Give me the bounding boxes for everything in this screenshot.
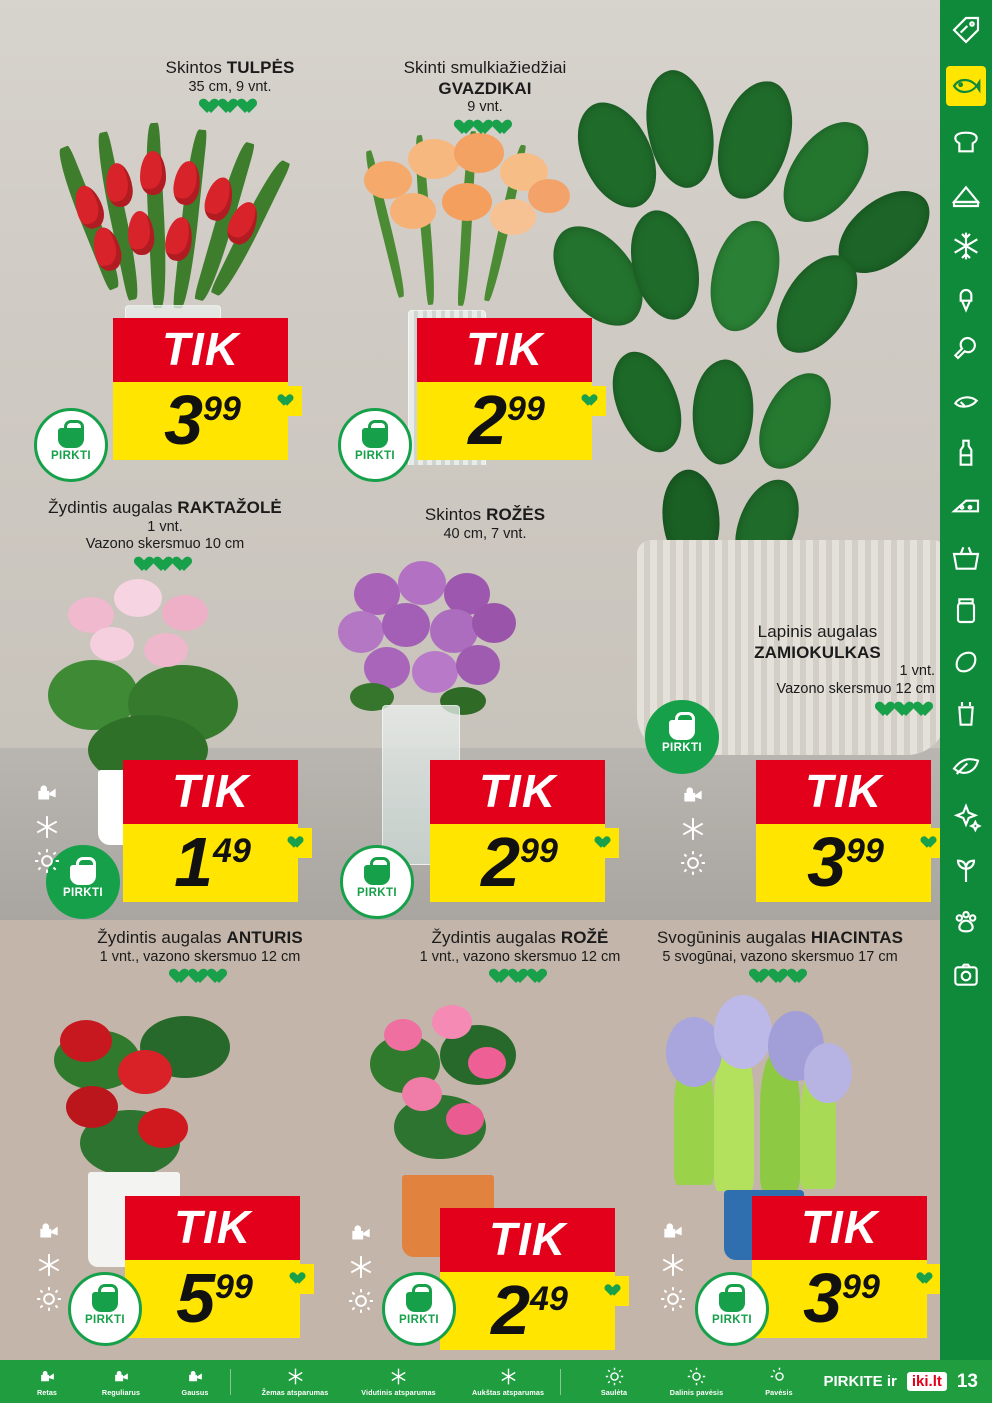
jar-icon[interactable]: [950, 594, 982, 626]
heart-icon: [584, 395, 598, 408]
watering-can-icon: [18, 1366, 76, 1386]
cake-icon[interactable]: [950, 178, 982, 210]
buy-label: PIRKTI: [50, 450, 92, 462]
sun-icon: [659, 1366, 734, 1386]
discount-tag-icon[interactable]: [950, 14, 982, 46]
heart-icon: [597, 837, 611, 850]
sun-icon: [680, 850, 706, 876]
legend-item: [92, 1366, 150, 1397]
price-block-tulpes: [113, 318, 288, 460]
subtitle: 5 svogūnai, vazono skersmuo 17 cm: [662, 948, 898, 965]
price-heart-tag: [282, 828, 312, 858]
tik-banner: TIK: [756, 760, 931, 824]
legend-label: Vidutinis atsparumas: [361, 1388, 436, 1397]
care-icons-roze: [348, 1220, 374, 1314]
buy-button-tulpes[interactable]: [34, 408, 108, 482]
product-title-raktazole: [20, 498, 310, 577]
divider: [230, 1369, 231, 1395]
tik-banner: TIK: [125, 1196, 300, 1260]
title-main: ANTURIS: [226, 928, 303, 947]
heart-icon: [496, 120, 513, 136]
title-prefix: Lapinis augalas: [757, 622, 878, 641]
price-decimal: 99: [203, 390, 241, 428]
buy-label: PIRKTI: [354, 450, 396, 462]
price-amount: [752, 1260, 927, 1338]
price-block-gvazdikai: [417, 318, 592, 460]
basket-icon: [719, 1292, 745, 1312]
snowflake-icon: [351, 1366, 446, 1386]
buy-label: PIRKTI: [711, 1314, 753, 1326]
price-heart-tag: [599, 1276, 629, 1306]
watering-can-icon: [92, 1366, 150, 1386]
price-decimal: 99: [846, 832, 884, 870]
tik-banner: TIK: [752, 1196, 927, 1260]
price-block-zamiokulkas: [756, 760, 931, 902]
subtitle-2: Vazono skersmuo 10 cm: [85, 536, 245, 553]
price-decimal: 49: [213, 832, 251, 870]
tik-banner: TIK: [430, 760, 605, 824]
price-integer: 2: [468, 381, 508, 460]
rating-hearts: [700, 702, 935, 722]
snowflake-icon: [680, 816, 706, 842]
buy-button-roze[interactable]: [382, 1272, 456, 1346]
price-integer: 5: [176, 1259, 216, 1338]
product-title-hiacintas: [620, 928, 940, 989]
tik-banner: TIK: [417, 318, 592, 382]
basket-icon: [362, 428, 388, 448]
watering-can-icon: [36, 1218, 62, 1244]
bread-icon[interactable]: [950, 126, 982, 158]
product-title-gvazdikai: [360, 58, 610, 140]
title-prefix: Skintos: [165, 58, 227, 77]
price-block-roze: [440, 1208, 615, 1350]
meat-leg-icon[interactable]: [950, 334, 982, 366]
heart-icon: [919, 1273, 933, 1286]
title-prefix: Skintos: [424, 505, 487, 524]
rating-hearts: [20, 557, 310, 577]
buy-label: PIRKTI: [398, 1314, 440, 1326]
watering-can-icon: [680, 782, 706, 808]
watering-can-icon: [34, 780, 60, 806]
price-heart-tag: [284, 1264, 314, 1294]
fish-icon[interactable]: [946, 66, 986, 106]
buy-label: PIRKTI: [356, 887, 398, 899]
sun-icon: [585, 1366, 643, 1386]
ice-cream-icon[interactable]: [950, 282, 982, 314]
legend-item: [659, 1366, 734, 1397]
title-main: ROŽĖ: [560, 928, 609, 947]
price-block-anturis: [125, 1196, 300, 1338]
price-heart-tag: [911, 1264, 941, 1294]
price-block-raktazole: [123, 760, 298, 902]
snowflake-icon: [36, 1252, 62, 1278]
heart-icon: [290, 837, 304, 850]
care-icons-raktazole: [34, 780, 60, 874]
heart-icon: [176, 557, 193, 573]
price-integer: 3: [803, 1259, 843, 1338]
price-integer: 2: [491, 1271, 531, 1350]
basket-icon: [406, 1292, 432, 1312]
sun-icon: [660, 1286, 686, 1312]
basket-icon: [364, 865, 390, 885]
nut-icon[interactable]: [950, 646, 982, 678]
legend-item: [255, 1366, 335, 1397]
product-title-tulpes: [95, 58, 365, 119]
title-prefix: Svogūninis augalas: [656, 928, 811, 947]
care-icons-zamiokulkas: [680, 782, 706, 876]
basket-icon: [669, 720, 695, 740]
price-decimal: 99: [507, 390, 545, 428]
heart-icon: [292, 1273, 306, 1286]
legend-label: Žemas atsparumas: [261, 1388, 329, 1397]
price-amount: [125, 1260, 300, 1338]
snowflake-icon: [462, 1366, 554, 1386]
price-block-rozes: [430, 760, 605, 902]
sun-icon: [750, 1366, 808, 1386]
legend-item: [18, 1366, 76, 1397]
legend-label: Saulėta: [600, 1388, 628, 1397]
tik-banner: TIK: [113, 318, 288, 382]
heart-icon: [923, 837, 937, 850]
legend-label: Retas: [36, 1388, 58, 1397]
basket-icon: [92, 1292, 118, 1312]
legend-item: [750, 1366, 808, 1397]
snowflake-icon[interactable]: [950, 230, 982, 262]
legend-label: Dalinis pavėsis: [669, 1388, 724, 1397]
legend-watering: [0, 1366, 224, 1397]
footer-cta-text: PIRKITE ir: [823, 1373, 897, 1390]
legend-label: Aukštas atsparumas: [471, 1388, 545, 1397]
legend-item: [585, 1366, 643, 1397]
price-decimal: 99: [215, 1268, 253, 1306]
category-sidebar[interactable]: [940, 0, 992, 1403]
product-title-anturis: [25, 928, 375, 989]
price-heart-tag: [576, 386, 606, 416]
legend-item: [351, 1366, 446, 1397]
snowflake-icon: [348, 1254, 374, 1280]
legend-label: Pavėsis: [765, 1388, 793, 1397]
buy-label: PIRKTI: [661, 742, 703, 754]
title-prefix: Žydintis augalas: [431, 928, 561, 947]
fish-fillet-icon[interactable]: [950, 386, 982, 418]
buy-button-gvazdikai[interactable]: [338, 408, 412, 482]
buy-label: PIRKTI: [84, 1314, 126, 1326]
care-icons-anturis: [36, 1218, 62, 1312]
sparkle-icon[interactable]: [950, 802, 982, 834]
price-heart-tag: [589, 828, 619, 858]
title-main: ZAMIOKULKAS: [754, 642, 881, 662]
title-prefix: Skinti smulkiažiedžiai: [403, 58, 567, 77]
legend-item: [166, 1366, 224, 1397]
subtitle: 1 vnt., vazono skersmuo 12 cm: [99, 948, 301, 965]
price-decimal: 99: [520, 832, 558, 870]
snowflake-icon: [660, 1252, 686, 1278]
rating-hearts: [360, 120, 610, 140]
heart-icon: [607, 1285, 621, 1298]
title-main: RAKTAŽOLĖ: [177, 498, 282, 517]
heart-icon: [917, 702, 934, 718]
sun-icon: [36, 1286, 62, 1312]
basket-icon: [58, 428, 84, 448]
subtitle: 40 cm, 7 vnt.: [443, 525, 527, 542]
product-title-rozes: [355, 505, 615, 543]
title-main: TULPĖS: [226, 58, 295, 77]
leaf-icon[interactable]: [950, 750, 982, 782]
subtitle: 1 vnt.: [147, 518, 183, 535]
price-integer: 1: [174, 823, 214, 902]
price-amount: [440, 1272, 615, 1350]
legend-label: Gausus: [181, 1388, 209, 1397]
home-icon[interactable]: [950, 958, 982, 990]
price-decimal: 99: [842, 1268, 880, 1306]
paw-icon[interactable]: [950, 906, 982, 938]
price-integer: 2: [481, 823, 521, 902]
legend-frost: [237, 1366, 554, 1397]
subtitle: 1 vnt.: [899, 663, 935, 680]
price-amount: [123, 824, 298, 902]
legend-item: [462, 1366, 554, 1397]
subtitle-2: Vazono skersmuo 12 cm: [776, 681, 935, 698]
price-amount: [430, 824, 605, 902]
subtitle: 1 vnt., vazono skersmuo 12 cm: [419, 948, 621, 965]
price-amount: [756, 824, 931, 902]
plant-icon[interactable]: [950, 854, 982, 886]
drink-cup-icon[interactable]: [950, 698, 982, 730]
subtitle: 9 vnt.: [467, 99, 503, 116]
heart-icon: [241, 99, 258, 115]
divider: [560, 1369, 561, 1395]
price-amount: [113, 382, 288, 460]
heart-icon: [211, 969, 228, 985]
tik-banner: TIK: [440, 1208, 615, 1272]
price-amount: [417, 382, 592, 460]
buy-button-hiacintas[interactable]: [695, 1272, 769, 1346]
snowflake-icon: [255, 1366, 335, 1386]
title-prefix: Žydintis augalas: [97, 928, 227, 947]
rating-hearts: [25, 969, 375, 989]
watering-can-icon: [660, 1218, 686, 1244]
price-block-hiacintas: [752, 1196, 927, 1338]
basket-icon: [70, 865, 96, 885]
footer-legend-bar: [0, 1360, 992, 1403]
price-integer: 3: [164, 381, 204, 460]
sun-icon: [348, 1288, 374, 1314]
price-decimal: 49: [530, 1280, 568, 1318]
title-main: HIACINTAS: [810, 928, 904, 947]
snowflake-icon: [34, 814, 60, 840]
legend-label: Reguliarus: [101, 1388, 141, 1397]
heart-icon: [280, 395, 294, 408]
buy-button-rozes[interactable]: [340, 845, 414, 919]
basket-icon[interactable]: [950, 542, 982, 574]
footer-cta-group[interactable]: [823, 1371, 992, 1393]
price-integer: 3: [807, 823, 847, 902]
tik-banner: TIK: [123, 760, 298, 824]
heart-icon: [531, 969, 548, 985]
watering-can-icon: [166, 1366, 224, 1386]
page-number: 13: [956, 1370, 978, 1392]
title-prefix: Žydintis augalas: [48, 498, 178, 517]
buy-button-anturis[interactable]: [68, 1272, 142, 1346]
product-title-zamiokulkas: [700, 622, 935, 722]
heart-icon: [791, 969, 808, 985]
legend-light: [567, 1366, 808, 1397]
care-icons-hiacintas: [660, 1218, 686, 1312]
buy-label: PIRKTI: [62, 887, 104, 899]
cheese-icon[interactable]: [950, 490, 982, 522]
watering-can-icon: [348, 1220, 374, 1246]
title-main: ROŽĖS: [486, 505, 546, 524]
rating-hearts: [620, 969, 940, 989]
buy-button-zamiokulkas[interactable]: [645, 700, 719, 774]
title-main: GVAZDIKAI: [438, 78, 532, 98]
sun-icon: [34, 848, 60, 874]
subtitle: 35 cm, 9 vnt.: [188, 78, 272, 95]
rating-hearts: [95, 99, 365, 119]
bottle-icon[interactable]: [950, 438, 982, 470]
price-heart-tag: [272, 386, 302, 416]
iki-logo[interactable]: iki.lt: [907, 1372, 947, 1391]
